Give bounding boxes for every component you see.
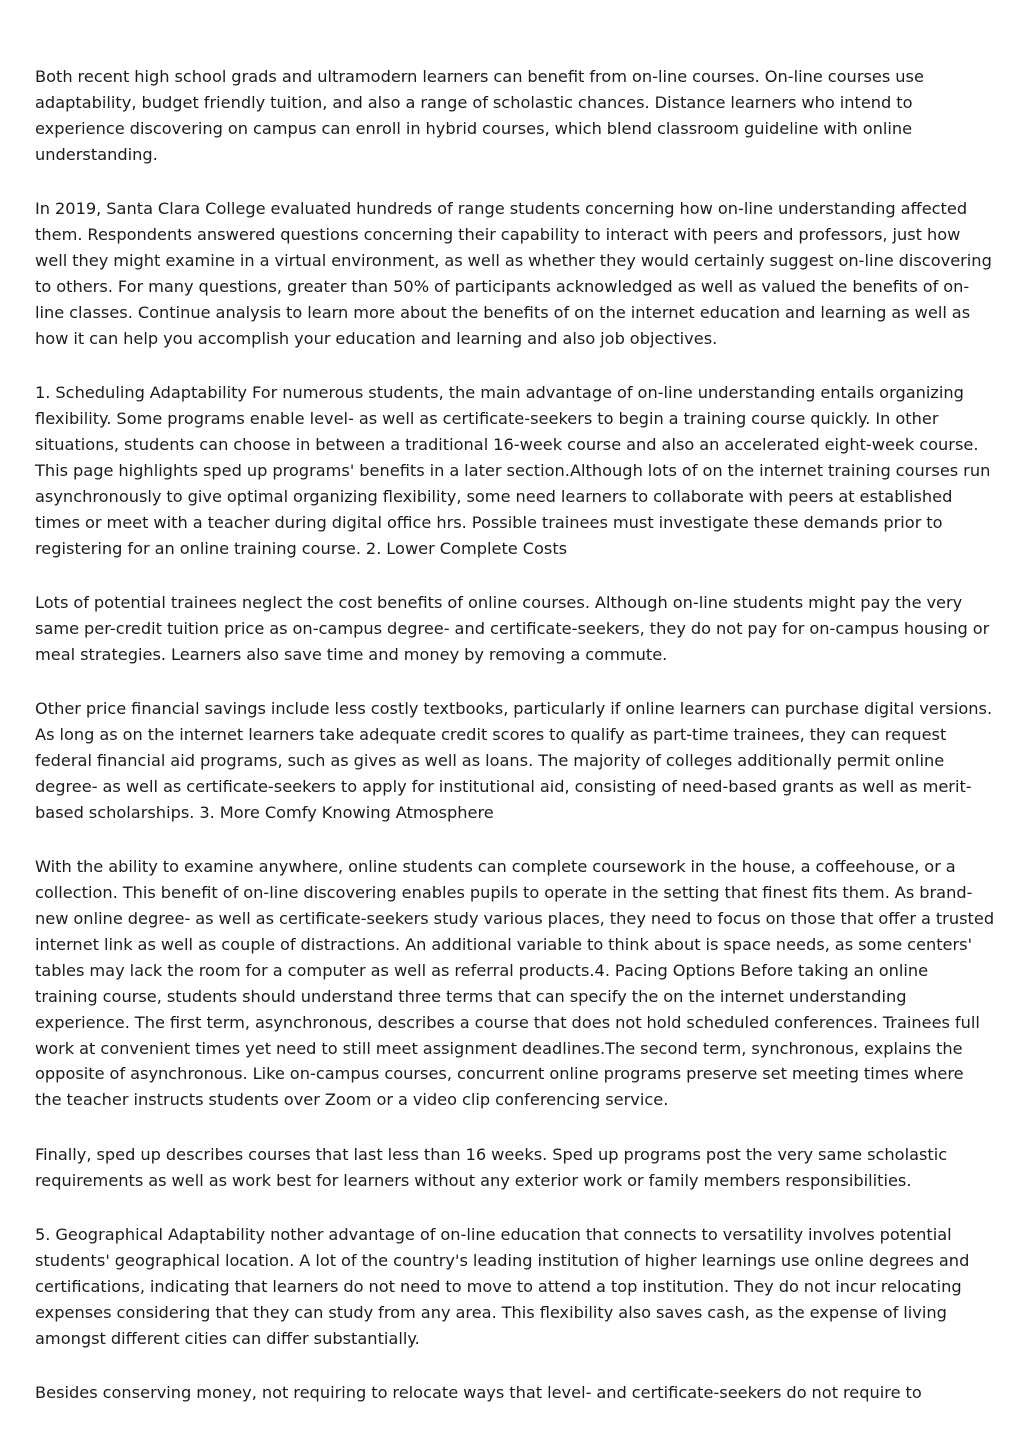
document-body — [35, 64, 995, 1434]
paragraph-costs: Lots of potential trainees neglect the cost benefits of online courses. Although on-line students might pay the very same per-credit tuition price as on-campus degree- and certificate-seekers, they do not pay for on-campus housing or meal strategies. Learners also save time and money by removing a commute. — [35, 592, 990, 664]
paragraph-survey: In 2019, Santa Clara College evaluated hundreds of range students concerning how on-line understanding affected them. Respondents answered questions concerning their capability to interact with peers and professors, just how well they might examine in a virtual environment, as well as whether they would certainly suggest on-line discovering to others. For many questions, greater than 50% of participants acknowledged as well as valued the benefits of on-line classes. Continue analysis to learn more about the benefits of on the internet education and learning as well as how it can help you accomplish your education and learning and also job objectives. — [35, 199, 992, 348]
paragraph-savings: Other price financial savings include less costly textbooks, particularly if online learners can purchase digital versions. As long as on the internet learners take adequate credit scores to qualify as part-time trainees, they can request federal financial aid programs, such as gives as well as loans. The majority of colleges additionally permit online degree- as well as certificate-seekers to apply for institutional aid, consisting of need-based grants as well as merit-based scholarships. 3. More Comfy Knowing Atmosphere — [35, 699, 993, 822]
paragraph-geography: 5. Geographical Adaptability nother advantage of on-line education that connects to versatility involves potential students' geographical location. A lot of the country's leading institution of higher learnings use online degrees and certifications, indicating that learners do not need to move to attend a top institution. They do not incur relocating expenses considering that they can study from any area. This flexibility also saves cash, as the expense of living amongst different cities can differ substantially. — [35, 1225, 970, 1348]
paragraph-environment: With the ability to examine anywhere, online students can complete coursework in the house, a coffeehouse, or a collection. This benefit of on-line discovering enables pupils to operate in the setting that finest fits them. As brand-new online degree- as well as certificate-seekers study various places, they need to focus on those that offer a trusted internet link as well as couple of distractions. An additional variable to think about is space needs, as some centers' tables may lack the room for a computer as well as referral products.4. Pacing Options Before taking an online training course, students should understand three terms that can specify the on the internet understanding experience. The first term, asynchronous, describes a course that does not hold scheduled conferences. Trainees full work at convenient times yet need to still meet assignment deadlines.The second term, synchronous, explains the opposite of asynchronous. Like on-campus courses, concurrent online programs preserve set meeting times where the teacher instructs students over Zoom or a video clip conferencing service. — [35, 857, 995, 1110]
paragraph-intro: Both recent high school grads and ultramodern learners can benefit from on-line courses. On-line courses use adaptability, budget friendly tuition, and also a range of scholastic chances. Distance learners who intend to experience discovering on campus can enroll in hybrid courses, which blend classroom guideline with online understanding. — [35, 67, 924, 164]
paragraph-scheduling: 1. Scheduling Adaptability For numerous students, the main advantage of on-line understanding entails organizing flexibility. Some programs enable level- as well as certificate-seekers to begin a training course quickly. In other situations, students can choose in between a traditional 16-week course and also an accelerated eight-week course. This page highlights sped up programs' benefits in a later section.Although lots of on the internet training courses run asynchronously to give optimal organizing flexibility, some need learners to collaborate with peers at established times or meet with a teacher during digital office hrs. Possible trainees must investigate these demands prior to registering for an online training course. 2. Lower Complete Costs — [35, 383, 991, 558]
paragraph-relocation: Besides conserving money, not requiring to relocate ways that level- and certificate-seekers do not require to — [35, 1383, 922, 1403]
paragraph-sped-up: Finally, sped up describes courses that last less than 16 weeks. Sped up programs post the very same scholastic requirements as well as work best for learners without any exterior work or family members responsibilities. — [35, 1144, 948, 1190]
